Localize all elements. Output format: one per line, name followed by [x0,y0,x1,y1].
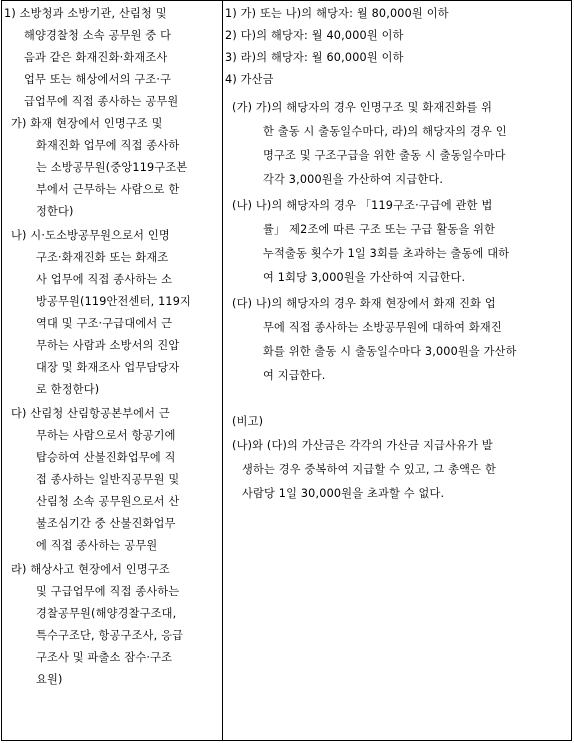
left-line: 사 업무에 직접 종사하는 소 [36,273,173,286]
left-line: 업무 또는 해상에서의 구조·구 [24,73,172,86]
right-line: (나)와 (다)의 가산금은 각각의 가산금 지급사유가 발 [232,439,493,452]
left-line: 가) 화재 현장에서 인명구조 및 [11,117,163,130]
right-line: 사람당 1일 30,000원을 초과할 수 없다. [242,487,445,500]
left-line: 및 구급업무에 직접 종사하는 [36,585,180,598]
right-line: (가) 가)의 해당자의 경우 인명구조 및 화재진화를 위 [232,101,493,114]
left-line: 구조·화재진화 또는 화재조 [36,251,169,264]
left-line: 에 직접 종사하는 공무원 [36,539,158,552]
right-line: (비고) [232,415,264,428]
left-line: 정한다) [36,205,74,218]
right-line: 화를 위한 출동 시 출동일수마다 3,000원을 가산하 [263,345,517,358]
left-line: 산림청 소속 공무원으로서 산 [36,495,180,508]
left-line: 급업무에 직접 종사하는 공무원 [24,95,179,108]
left-line: 특수구조단, 항공구조사, 응급 [36,629,184,642]
left-line: 무하는 사람으로서 항공기에 [36,429,176,442]
left-line: 다) 산림청 산림항공본부에서 근 [11,407,170,420]
left-line: 부에서 근무하는 사람으로 한 [36,183,180,196]
left-line: 무하는 사람과 소방서의 진압 [36,339,180,352]
left-line: 요원) [36,673,63,686]
right-line: 누적출동 횟수가 1일 3회를 초과하는 출동에 대하 [263,247,510,260]
left-line: 1) 소방청과 소방기관, 산림청 및 [4,7,167,20]
left-line: 구조사 및 파출소 잠수·구조 [36,651,173,664]
left-line: 는 소방공무원(중앙119구조본 [36,161,188,174]
right-line: 생하는 경우 중복하여 지급할 수 있고, 그 총액은 한 [242,463,496,476]
right-line: 명구조 및 구조구급을 위한 출동 시 출동일수마다 [263,149,506,162]
left-line: 화재진화 업무에 직접 종사하 [36,139,180,152]
right-line: (나) 나)의 해당자의 경우 「119구조·구급에 관한 법 [232,199,493,212]
left-line: 접 종사하는 일반직공무원 및 [36,473,180,486]
left-line: 방공무원(119안전센터, 119지 [36,295,192,308]
right-line: 3) 라)의 해당자: 월 60,000원 이하 [225,51,404,64]
left-line: 나) 시·도소방공무원으로서 인명 [11,229,170,242]
left-line: 대장 및 화재조사 업무담당자 [36,361,180,374]
right-line: (다) 나)의 해당자의 경우 화재 현장에서 화재 진화 업 [232,297,496,310]
left-line: 해양경찰청 소속 공무원 중 다 [24,29,172,42]
right-line: 무에 직접 종사하는 소방공무원에 대하여 화재진 [263,321,502,334]
right-line: 여 지급한다. [263,369,326,382]
left-line: 불조심기간 중 산불진화업무 [36,517,176,530]
right-line: 1) 가) 또는 나)의 해당자: 월 80,000원 이하 [225,7,449,20]
left-line: 라) 해상사고 현장에서 인명구조 [11,563,170,576]
right-line: 2) 다)의 해당자: 월 40,000원 이하 [225,29,404,42]
left-line: 경찰공무원(해양경찰구조대, [36,607,177,620]
right-line: 한 출동 시 출동일수마다, 라)의 해당자의 경우 인 [263,125,507,138]
left-line: 탑승하여 산불진화업무에 직 [36,451,176,464]
column-divider [222,1,223,740]
right-line: 여 1회당 3,000원을 가산하여 지급한다. [263,271,466,284]
document-table [1,0,572,741]
right-line: 4) 가산금 [225,73,274,86]
left-line: 로 한정한다) [36,383,100,396]
left-line: 음과 같은 화재진화·화재조사 [24,51,168,64]
left-line: 역대 및 구조·구급대에서 근 [36,317,173,330]
right-line: 각각 3,000원을 가산하여 지급한다. [263,173,444,186]
right-line: 률」 제2조에 따른 구조 또는 구급 활동을 위한 [263,223,496,236]
